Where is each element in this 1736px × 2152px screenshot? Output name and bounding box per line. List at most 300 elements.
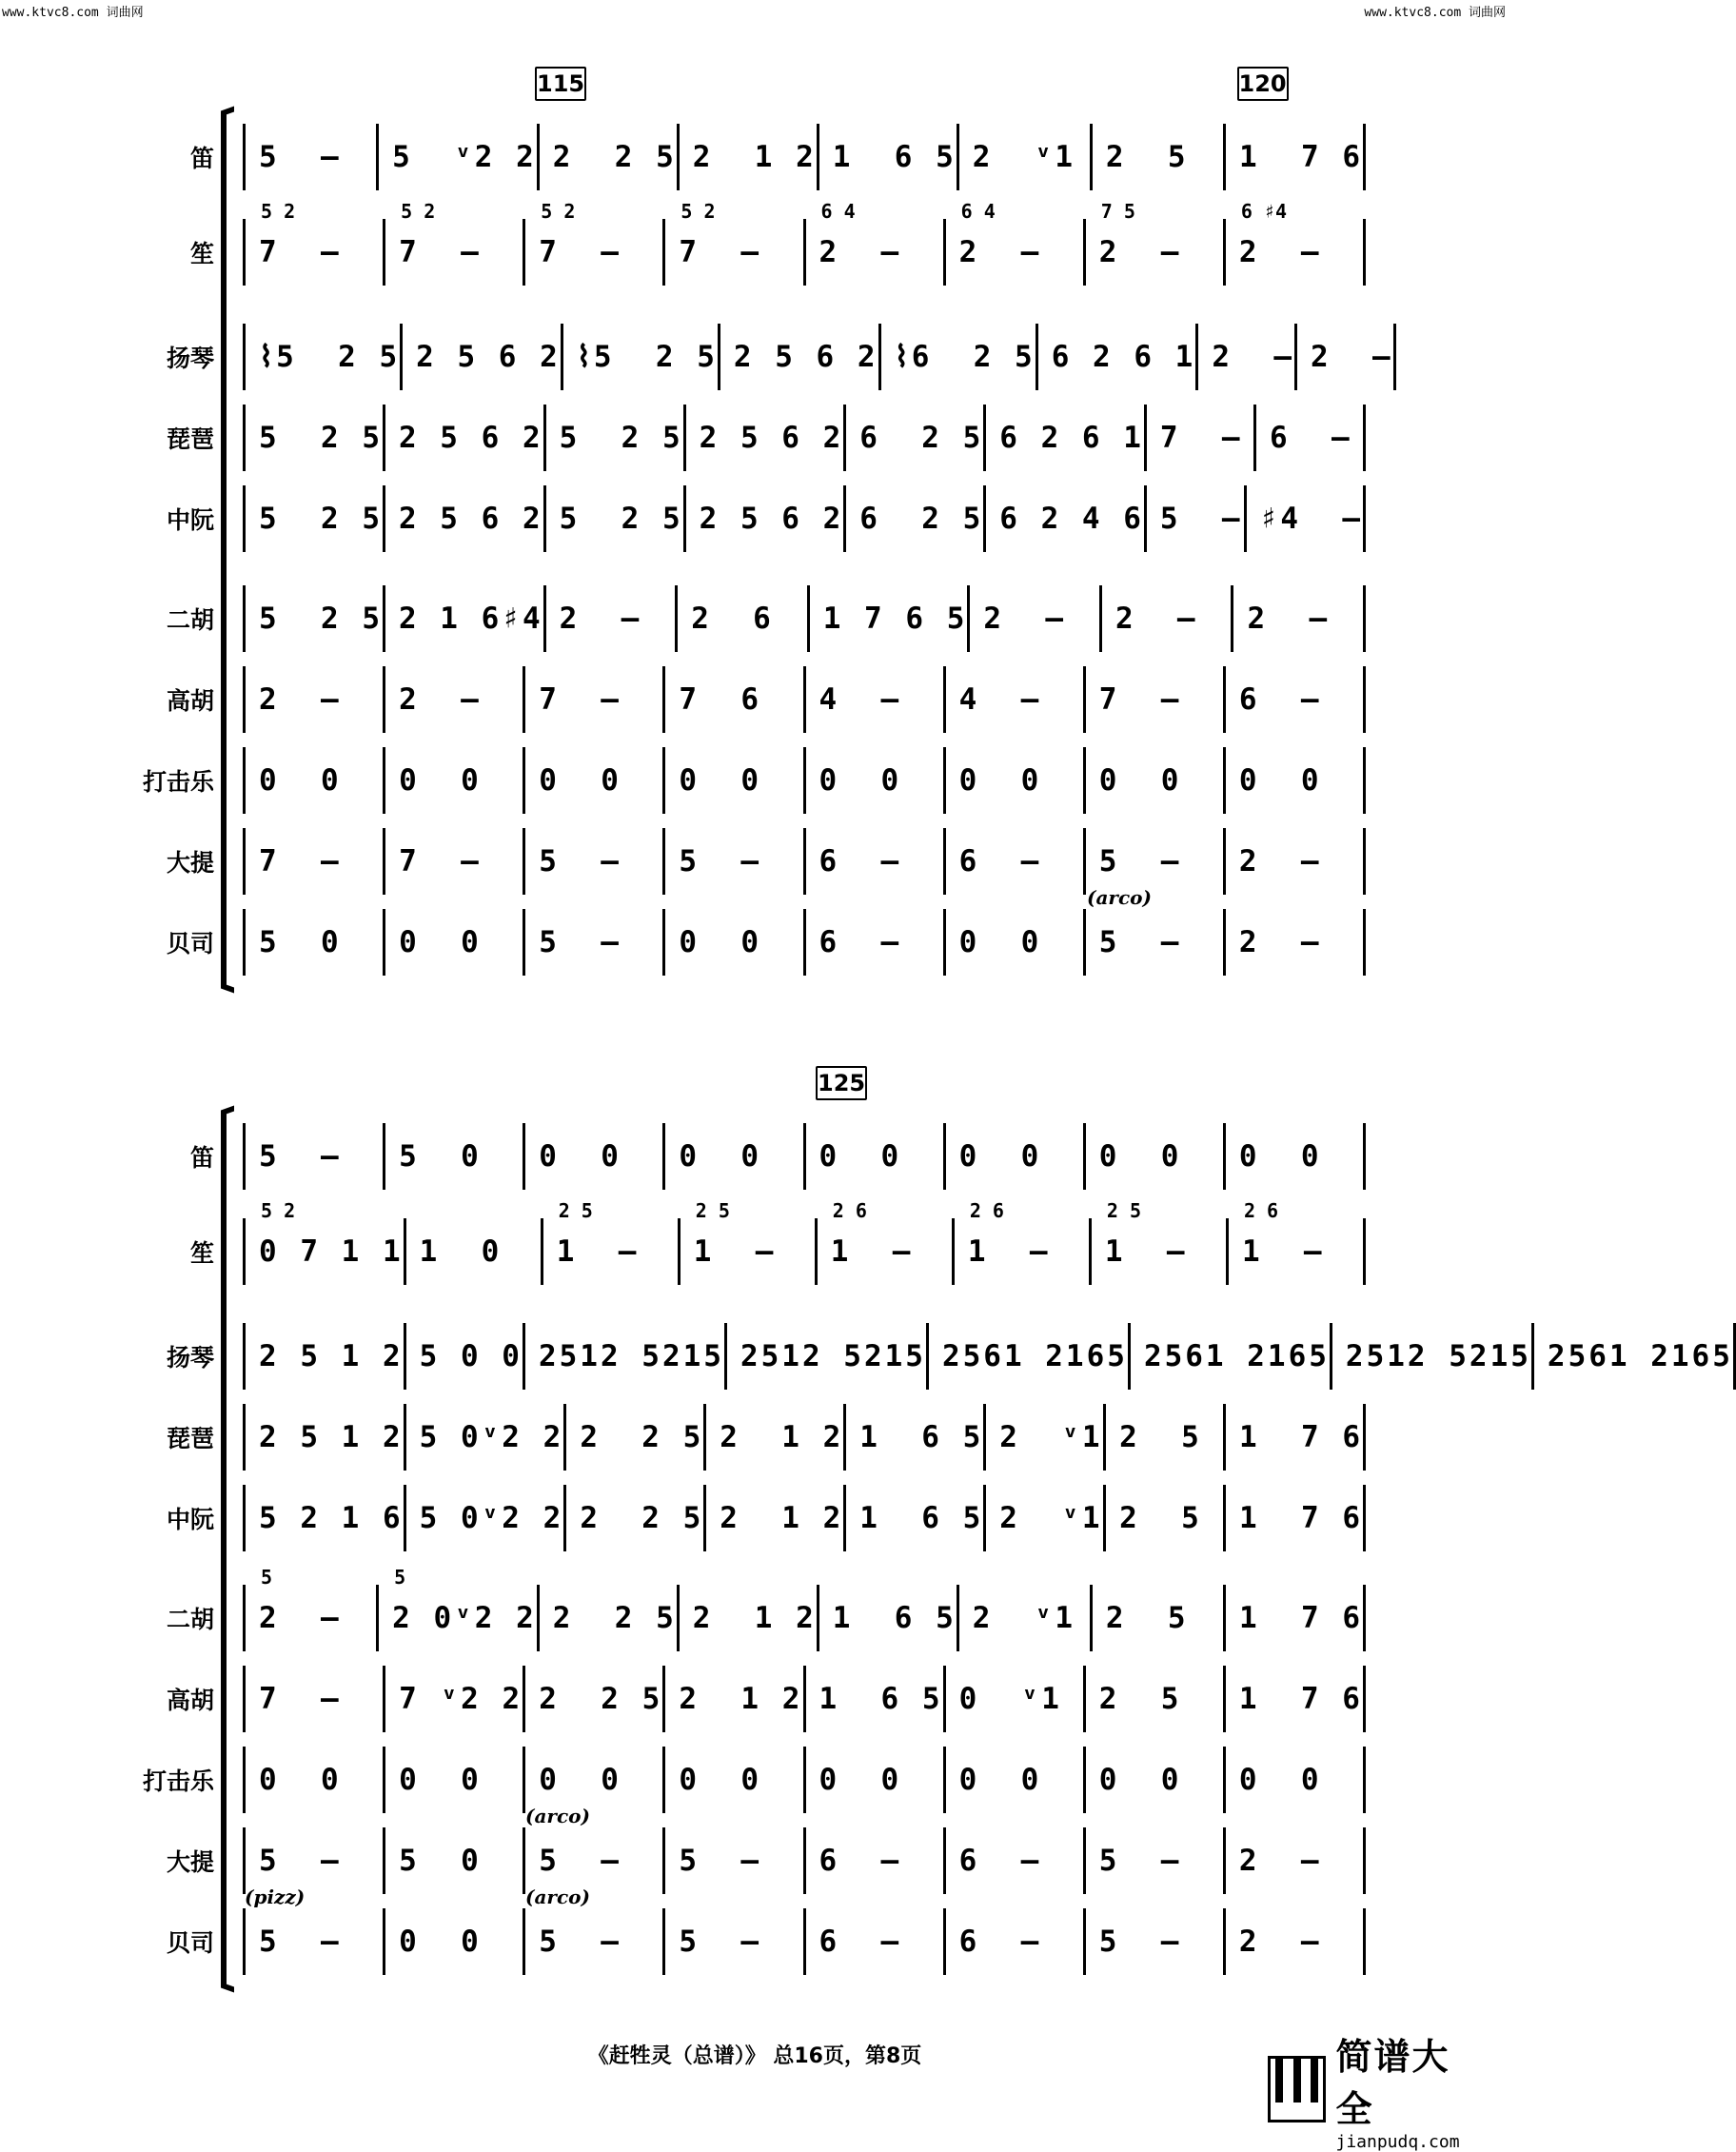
measure-notes: 2 –	[1098, 235, 1182, 269]
instrument-label: 打击乐	[142, 768, 214, 796]
measure-notes: 2 –	[983, 602, 1067, 636]
measure-notes: 2 2 5	[552, 140, 677, 174]
measure-notes: 2 ᵛ1	[972, 1601, 1076, 1635]
measure	[1223, 1747, 1366, 1813]
measure-notes: 2 1 2	[720, 1501, 844, 1535]
measure-notes: 0 0	[539, 763, 621, 798]
measure	[807, 585, 968, 652]
measure	[1223, 1908, 1366, 1975]
measure	[1083, 1747, 1223, 1813]
measure	[724, 1323, 926, 1390]
measure	[683, 485, 844, 552]
measure-notes: 2 –	[819, 235, 902, 269]
measure	[662, 1123, 802, 1190]
measure-notes: 5 –	[259, 1844, 342, 1878]
measure	[243, 1404, 404, 1471]
measure	[817, 124, 957, 190]
measure-notes: 0 0	[958, 1139, 1042, 1174]
instrument-label: 扬琴	[166, 345, 214, 372]
instrument-label: 二胡	[166, 606, 214, 634]
measure	[523, 1666, 662, 1732]
measure-notes: 5 2 5	[559, 502, 683, 536]
measure	[1226, 1199, 1366, 1285]
instrument-row	[0, 1404, 1509, 1471]
measure	[243, 1323, 404, 1390]
measure-notes: 1 –	[1241, 1234, 1325, 1269]
instrument-label: 中阮	[166, 506, 214, 534]
measure	[943, 1123, 1083, 1190]
measure-notes: 6 2 6 1	[999, 421, 1144, 455]
measure	[243, 485, 383, 552]
measure	[678, 1199, 815, 1285]
measure-notes: 0 ᵛ1	[958, 1682, 1062, 1716]
measure-notes: 1 6 5	[832, 1601, 957, 1635]
measure	[400, 324, 561, 390]
chord-stack: 5 2	[681, 200, 716, 223]
instrument-label: 大提	[166, 1848, 214, 1876]
measure	[1090, 124, 1223, 190]
measure-notes: 1 0	[419, 1234, 503, 1269]
measure-notes: 2 5 6 2	[699, 421, 844, 455]
measure-notes: 2 ᵛ1	[972, 140, 1076, 174]
measure-notes: 6 –	[819, 1844, 902, 1878]
measure-notes: 0 0	[819, 763, 902, 798]
measure-notes: 2 2 5	[580, 1420, 704, 1454]
measure-notes: 2 0ᵛ2 2	[392, 1601, 537, 1635]
measure	[943, 1666, 1083, 1732]
measure-notes: 2 –	[1238, 1925, 1322, 1959]
measure-notes: 0 0	[1098, 1763, 1182, 1797]
measure-notes: 0 0	[1098, 763, 1182, 798]
measure	[383, 1747, 523, 1813]
measure-notes: 5 –	[259, 1925, 342, 1959]
measure-notes: 2 –	[958, 235, 1042, 269]
measure-notes: 5 2 5	[259, 602, 383, 636]
measure	[1223, 1666, 1366, 1732]
measure-notes: 5 0	[259, 925, 342, 959]
measure	[523, 1323, 724, 1390]
measure-notes: 6 –	[958, 1844, 1042, 1878]
measure	[1144, 405, 1253, 471]
instrument-label: 贝司	[166, 1929, 214, 1957]
measure	[1223, 1485, 1366, 1551]
measure	[523, 909, 662, 976]
chord-stack: 2 5	[695, 1199, 730, 1222]
measure-notes: 1 7 6	[1238, 1682, 1363, 1716]
measure	[243, 747, 383, 814]
measure	[926, 1323, 1128, 1390]
measure-notes: 2 –	[1238, 925, 1322, 959]
measure-notes: 5 2 5	[259, 421, 383, 455]
rehearsal-mark: 115	[535, 67, 586, 101]
measure-notes: 2 ᵛ1	[999, 1420, 1103, 1454]
measure-notes: 6 2 5	[859, 421, 984, 455]
measure	[683, 405, 844, 471]
measure	[243, 324, 400, 390]
measure-notes: 7 –	[1098, 682, 1182, 717]
measure	[383, 1827, 523, 1894]
measure	[523, 1747, 662, 1813]
measure	[243, 666, 383, 733]
measure	[1223, 828, 1366, 895]
performance-marking: (arco)	[1087, 886, 1152, 909]
measure	[1223, 124, 1366, 190]
chord-stack: 2 6	[832, 1199, 867, 1222]
measure-notes: 2 1 2	[720, 1420, 844, 1454]
instrument-label: 贝司	[166, 930, 214, 958]
measure	[1223, 747, 1366, 814]
measure	[662, 1666, 802, 1732]
instrument-row	[0, 1666, 1509, 1732]
measure-notes: 2 –	[1238, 235, 1322, 269]
measure-notes: 7 –	[259, 844, 342, 879]
measure	[1223, 1404, 1366, 1471]
measure	[803, 1908, 943, 1975]
measure	[383, 200, 523, 286]
measure-notes: 2 5 6 2	[398, 421, 543, 455]
measure	[404, 1323, 523, 1390]
instrument-label: 高胡	[166, 1687, 214, 1714]
measure-notes: 1 6 5	[859, 1420, 984, 1454]
measure-notes: 7 –	[399, 844, 482, 879]
measure	[843, 1404, 983, 1471]
measure	[675, 585, 807, 652]
measure	[243, 124, 376, 190]
measure-notes: 2 5 1 2	[259, 1420, 404, 1454]
watermark-left: www.ktvc8.com 词曲网	[2, 6, 144, 20]
measure	[817, 1585, 957, 1651]
measure	[543, 585, 676, 652]
logo-title: 简谱大全	[1335, 2035, 1450, 2130]
measure-notes: 5 2 5	[259, 502, 383, 536]
measure-notes: 1 –	[693, 1234, 777, 1269]
measure-notes: 0 0	[259, 763, 342, 798]
measure-notes: 1 –	[830, 1234, 914, 1269]
performance-marking: (arco)	[525, 1885, 590, 1908]
performance-marking: (pizz)	[245, 1885, 306, 1908]
measure-notes: 0 0	[958, 1763, 1042, 1797]
chord-stack: 2 5	[558, 1199, 593, 1222]
measure	[1223, 1585, 1366, 1651]
measure-notes: 2 –	[1212, 340, 1294, 374]
instrument-row	[0, 405, 1509, 471]
measure	[943, 828, 1083, 895]
measure	[943, 747, 1083, 814]
measure-notes: 0 7 1 1	[259, 1234, 404, 1269]
measure	[1330, 1323, 1531, 1390]
measure	[803, 1666, 943, 1732]
measure-notes: 1 7 6	[1239, 1420, 1363, 1454]
measure-notes: 5 –	[1098, 925, 1182, 959]
measure	[943, 1908, 1083, 1975]
measure-notes: 2 2 5	[539, 1682, 663, 1716]
measure	[957, 1585, 1090, 1651]
measure	[803, 1123, 943, 1190]
measure-notes: 2 –	[399, 682, 482, 717]
measure-notes: 2 5 6 2	[398, 502, 543, 536]
measure	[943, 200, 1083, 286]
measure	[383, 909, 523, 976]
instrument-row	[0, 585, 1509, 652]
measure	[1089, 1199, 1226, 1285]
measure-notes: 1 6 5	[819, 1682, 943, 1716]
measure-notes: 2 5	[1105, 1601, 1189, 1635]
measure-notes: 0 0	[958, 763, 1042, 798]
measure-notes: 2 5	[1119, 1501, 1202, 1535]
measure	[803, 1827, 943, 1894]
measure	[404, 1404, 564, 1471]
measure	[1083, 747, 1223, 814]
chord-stack: 7 5	[1100, 200, 1135, 223]
measure-notes: 6 –	[958, 844, 1042, 879]
measure	[815, 1199, 952, 1285]
measure-notes: 0 0	[539, 1139, 621, 1174]
measure-notes: 5 0ᵛ2 2	[419, 1420, 564, 1454]
measure-notes: 7 6	[679, 682, 762, 717]
measure	[243, 1827, 383, 1894]
measure	[983, 405, 1144, 471]
measure-notes: 1 –	[967, 1234, 1051, 1269]
measure	[662, 747, 802, 814]
measure	[803, 747, 943, 814]
measure-notes: 0 0	[399, 763, 482, 798]
measure	[1083, 1123, 1223, 1190]
measure	[543, 485, 683, 552]
measure	[803, 828, 943, 895]
measure-notes: 6 2 6 1	[1051, 340, 1196, 374]
measure-notes: 6 –	[819, 925, 902, 959]
measure-notes: 2 1 2	[679, 1682, 803, 1716]
measure-notes: 0 0	[679, 1139, 762, 1174]
instrument-label: 高胡	[166, 687, 214, 715]
measure	[383, 1908, 523, 1975]
measure	[383, 405, 543, 471]
measure	[1531, 1323, 1736, 1390]
measure	[243, 1666, 383, 1732]
measure-notes: 6 –	[1238, 682, 1322, 717]
measure	[1036, 324, 1196, 390]
chord-stack: 2 5	[1106, 1199, 1142, 1222]
measure-notes: 5 2 1 6	[259, 1501, 404, 1535]
measure-notes: 6 –	[819, 1925, 902, 1959]
measure	[537, 1585, 677, 1651]
measure-notes: 5 ᵛ2 2	[392, 140, 537, 174]
instrument-row	[0, 124, 1509, 190]
measure-notes: 2512 5215	[740, 1339, 926, 1373]
measure	[561, 324, 718, 390]
measure	[523, 1123, 662, 1190]
measure-notes: 2512 5215	[538, 1339, 724, 1373]
measure-notes: 7 ᵛ2 2	[399, 1682, 523, 1716]
measure	[383, 828, 523, 895]
instrument-label: 大提	[166, 849, 214, 877]
instrument-label: 扬琴	[166, 1344, 214, 1372]
measure	[1223, 1123, 1366, 1190]
measure-notes: 0 0	[819, 1139, 902, 1174]
measure-notes: 2 1 2	[692, 140, 817, 174]
measure	[662, 666, 802, 733]
measure	[983, 1404, 1103, 1471]
measure	[537, 124, 677, 190]
measure	[1223, 1827, 1366, 1894]
measure	[1223, 200, 1366, 286]
measure	[1083, 1908, 1223, 1975]
rehearsal-mark: 125	[816, 1066, 867, 1100]
measure	[1083, 200, 1223, 286]
measure	[243, 1199, 404, 1285]
measure	[662, 909, 802, 976]
chord-stack: 5 2	[541, 200, 576, 223]
measure-notes: 0 0	[1238, 763, 1322, 798]
chord-stack: 5 2	[261, 200, 296, 223]
measure	[943, 909, 1083, 976]
measure	[243, 828, 383, 895]
page-footer: 《赶牲灵（总谱）》 总16页，第8页	[587, 2044, 922, 2068]
measure	[523, 1827, 662, 1894]
measure	[376, 1566, 537, 1651]
measure	[662, 1827, 802, 1894]
measure-notes: 5 –	[539, 1925, 621, 1959]
measure-notes: 2 2 5	[552, 1601, 677, 1635]
instrument-label: 打击乐	[142, 1767, 214, 1795]
measure-notes: 7 –	[539, 682, 621, 717]
measure-notes: 1 –	[556, 1234, 640, 1269]
measure	[404, 1485, 564, 1551]
measure-notes: 2 –	[1238, 844, 1322, 879]
measure-notes: 7 –	[539, 235, 621, 269]
measure-notes: 4 –	[958, 682, 1042, 717]
measure	[983, 1485, 1103, 1551]
measure-notes: 2512 5215	[1345, 1339, 1531, 1373]
instrument-row	[0, 485, 1509, 552]
measure-notes: 5 –	[539, 925, 621, 959]
measure	[243, 1123, 383, 1190]
measure-notes: 5 0	[399, 1844, 482, 1878]
measure-notes: 6 2 5	[859, 502, 984, 536]
measure-notes: 7 –	[679, 235, 762, 269]
measure-notes: 2 1 6♯4	[398, 602, 543, 636]
measure-notes: 5 –	[539, 1844, 621, 1878]
measure	[718, 324, 878, 390]
measure	[243, 1908, 383, 1975]
measure-notes: 2 –	[1115, 602, 1198, 636]
measure	[1083, 1666, 1223, 1732]
measure	[803, 200, 943, 286]
measure-notes: 1 7 6 5	[822, 602, 968, 636]
measure	[1223, 909, 1366, 976]
measure-notes: 2 ᵛ1	[999, 1501, 1103, 1535]
measure	[243, 200, 383, 286]
measure	[541, 1199, 678, 1285]
measure	[1083, 909, 1223, 976]
measure-notes: 2 5 6 2	[699, 502, 844, 536]
measure-notes: 5 –	[539, 844, 621, 879]
measure	[943, 1827, 1083, 1894]
chord-stack: 5 2	[261, 1199, 296, 1222]
measure-notes: 2 5 6 2	[416, 340, 561, 374]
instrument-row	[0, 200, 1509, 286]
measure-notes: 0 0	[1098, 1139, 1182, 1174]
measure-notes: 7 –	[259, 1682, 342, 1716]
measure	[1083, 1827, 1223, 1894]
measure-notes: 1 7 6	[1239, 140, 1364, 174]
measure-notes: 5 –	[1098, 844, 1182, 879]
measure-notes: 5 –	[679, 844, 762, 879]
measure-notes: 6 –	[958, 1925, 1042, 1959]
measure-notes: 0 0	[399, 1763, 482, 1797]
measure	[563, 1404, 703, 1471]
measure	[703, 1485, 843, 1551]
measure	[957, 124, 1090, 190]
measure	[1090, 1585, 1223, 1651]
instrument-row	[0, 1199, 1509, 1285]
instrument-label: 中阮	[166, 1506, 214, 1533]
measure	[803, 909, 943, 976]
chord-stack: 5	[394, 1566, 406, 1589]
measure	[843, 1485, 983, 1551]
measure-notes: 2 –	[259, 682, 342, 717]
measure	[383, 1123, 523, 1190]
measure	[404, 1218, 541, 1285]
measure	[1103, 1485, 1223, 1551]
chord-stack: 2 6	[1243, 1199, 1279, 1222]
instrument-label: 笙	[189, 1239, 214, 1267]
measure	[677, 1585, 817, 1651]
instrument-row	[0, 324, 1509, 390]
measure-notes: 2561 2165	[941, 1339, 1128, 1373]
measure	[563, 1485, 703, 1551]
measure-notes: 0 0	[679, 925, 762, 959]
measure-notes: ⌇5 2 5	[576, 340, 718, 374]
measure-notes: 2 5 6 2	[733, 340, 878, 374]
instrument-label: 笙	[189, 240, 214, 267]
measure	[1083, 666, 1223, 733]
measure-notes: 6 –	[819, 844, 902, 879]
measure	[803, 1747, 943, 1813]
measure	[523, 666, 662, 733]
measure-notes: 5 –	[1098, 1925, 1182, 1959]
measure-notes: ⌇6 2 5	[894, 340, 1036, 374]
measure	[677, 124, 817, 190]
measure-notes: 5 0	[399, 1139, 482, 1174]
measure	[383, 585, 543, 652]
instrument-row	[0, 747, 1509, 814]
measure-notes: 2 2 5	[580, 1501, 704, 1535]
chord-stack: 6 ♯4	[1240, 200, 1288, 223]
measure-notes: 2561 2165	[1143, 1339, 1330, 1373]
measure	[243, 1747, 383, 1813]
measure	[1294, 324, 1396, 390]
measure	[662, 828, 802, 895]
measure-notes: 5 –	[259, 1139, 342, 1174]
measure	[662, 1908, 802, 1975]
measure	[243, 909, 383, 976]
measure-notes: 0 0	[819, 1763, 902, 1797]
measure-notes: 2 –	[259, 1601, 342, 1635]
measure	[243, 585, 383, 652]
instrument-label: 琵琶	[166, 1425, 214, 1452]
measure	[523, 747, 662, 814]
measure	[383, 747, 523, 814]
measure	[843, 485, 983, 552]
measure-notes: 2 1 2	[692, 1601, 817, 1635]
measure	[1253, 405, 1366, 471]
measure-notes: ⌇5 2 5	[259, 340, 401, 374]
measure-notes: 1 –	[1104, 1234, 1188, 1269]
instrument-label: 琵琶	[166, 425, 214, 453]
instrument-row	[0, 1566, 1509, 1651]
measure	[952, 1199, 1089, 1285]
